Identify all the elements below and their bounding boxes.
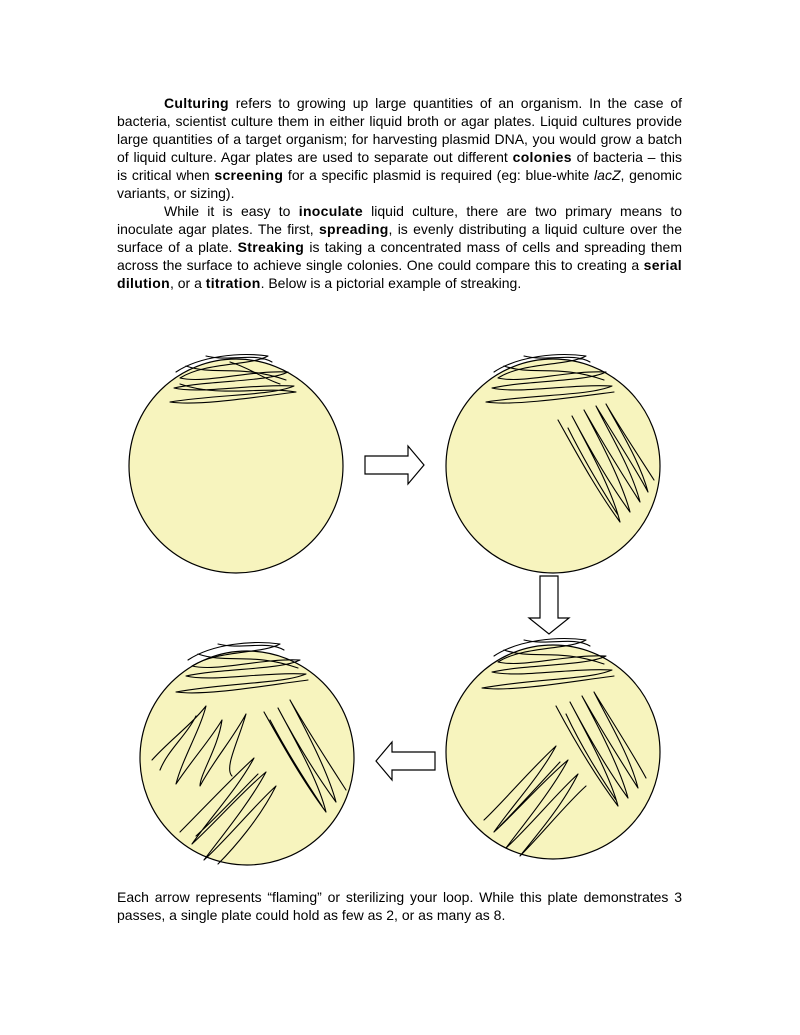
- caption-paragraph: Each arrow represents “flaming” or sterilizing your loop. While this plate demonstrates 3 passes, a single plate could hold as few as 2, or as many as 8.: [117, 889, 682, 923]
- arrow-down: [529, 576, 569, 634]
- term-titration: titration: [205, 275, 261, 291]
- term-inoculate: inoculate: [298, 203, 363, 219]
- plate-streak-2: [446, 355, 660, 573]
- streaking-diagram: [0, 330, 800, 890]
- text-span: , is evenly distributing a liquid culture over the surface of a plate.: [117, 221, 682, 255]
- text-span: , genomic variants, or sizing).: [117, 167, 683, 201]
- term-screening: screening: [214, 167, 284, 183]
- text-span: is taking a concentrated mass of cells and spreading them across the surface to achieve single colonies. One could compare this to creating a: [117, 239, 682, 273]
- arrow-left: [376, 742, 435, 780]
- term-spreading: spreading: [318, 221, 389, 237]
- text-span: While it is easy to: [164, 203, 299, 219]
- text-span: . Below is a pictorial example of streaking.: [260, 275, 522, 291]
- paragraph-culturing: [117, 94, 682, 202]
- plate-streak-4: [140, 643, 354, 865]
- paragraph-streaking: [117, 202, 682, 292]
- agar-plate: [446, 359, 660, 573]
- text-span: , or a: [169, 275, 206, 291]
- term-streaking: Streaking: [237, 239, 305, 255]
- text-span: liquid culture, there are two primary means to inoculate agar plates. The first,: [117, 203, 682, 237]
- text-span: for a specific plasmid is required (eg: blue-white: [283, 167, 595, 183]
- plate-streak-1: [129, 355, 343, 573]
- text-span: of bacteria – this is critical when: [117, 149, 683, 183]
- arrow-right: [365, 446, 424, 484]
- plate-streak-3: [446, 639, 660, 859]
- term-colonies: colonies: [512, 149, 572, 165]
- term-culturing: Culturing: [164, 95, 229, 111]
- caption-text: [117, 888, 682, 924]
- intro-text: [117, 94, 682, 292]
- text-span: refers to growing up large quantities of an organism. In the case of bacteria, scientist culture them in either liquid broth or agar plates. Liquid cultures provide large quantities of a target organism; for harvesting plasmid DNA, you would grow a batch of liquid culture. Agar plates are used to separate out different: [117, 95, 682, 165]
- term-lacz: lacZ: [594, 167, 621, 183]
- term-serial-dilution: serial dilution: [117, 257, 682, 291]
